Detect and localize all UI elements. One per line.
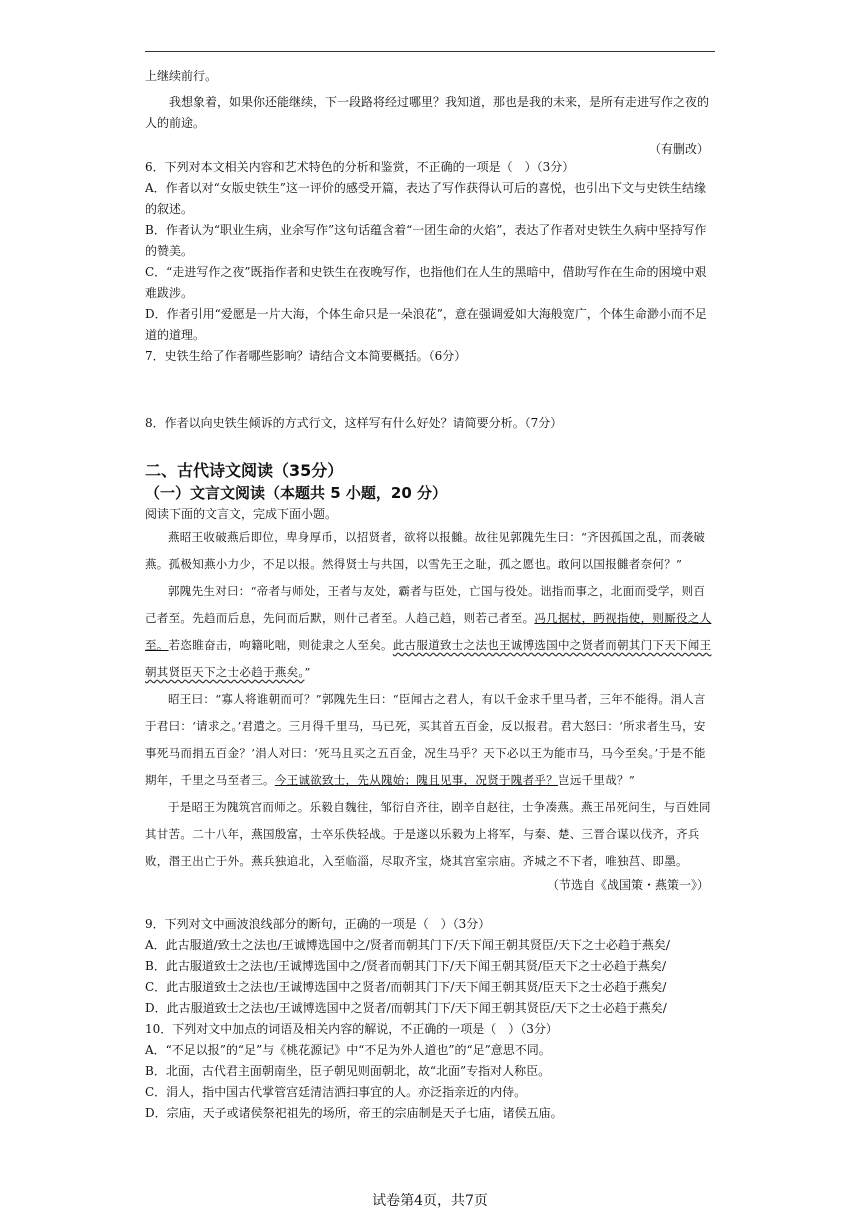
- q10-option-b: B．北面，古代君主面朝南坐，臣子朝见则面朝北，故“北面”专指对人称臣。: [145, 1064, 551, 1078]
- q9-option-b: B．此古服道致士之法也/王诚博选国中之/贤者而朝其门下/天下闻王朝其贤/臣天下之士必趋于燕矣/: [145, 959, 667, 973]
- p3-part-b: 岂远千里哉？”: [558, 773, 635, 787]
- p2-part-b: 若恣睢奋击，呴籍叱咄，则徒隶之人至矣。: [168, 638, 393, 652]
- prev-line: 上继续前行。: [145, 69, 218, 83]
- q10-stem: 10．下列对文中加点的词语及相关内容的解说，不正确的一项是（ ）（3分）: [145, 1022, 558, 1036]
- q6-option-a: A．作者以对“女版史铁生”这一评价的感受开篇，表达了写作获得认可后的喜悦，也引出下文与史铁生结缘的叙述。: [145, 181, 706, 216]
- p3-underlined: 今王诚欲致士，先从隗始；隗且见事，况贤于隗者乎？: [274, 773, 559, 787]
- p2-part-a: 郭隗先生对曰：“帝者与师处，王者与友处，霸者与臣处，亡国与役处。诎指而事之，北面而受学，则百己者至。先趋而后息，先问而后默，则什己者至。人趋己趋，则若己者至。: [145, 584, 706, 625]
- p2-end: ”: [304, 665, 311, 679]
- classical-p3: [145, 686, 715, 794]
- p2-underlined: 冯几据杖，眄视指使，则厮役之人至。: [145, 611, 712, 652]
- question-9: [145, 914, 715, 1124]
- page-footer: 试卷第4页，共7页: [372, 1193, 488, 1209]
- classical-p4: 于是昭王为隗筑宫而师之。乐毅自魏往，邹衍自齐往，剧辛自赵往，士争凑燕。燕王吊死问生，与百姓同其甘苦。二十八年，燕国殷富，士卒乐佚轻战。于是遂以乐毅为上将军，与秦、楚、三晋合谋以伐齐，齐兵败，湣王出亡于外。燕兵独追北，入至临淄，尽取齐宝，烧其宫室宗庙。齐城之不下者，唯独莒、即墨。: [145, 800, 711, 868]
- classical-text: [145, 524, 715, 896]
- classical-source: （节选自《战国策・燕策一》）: [546, 878, 709, 892]
- q10-option-a: A．“不足以报”的“足”与《桃花源记》中“不足为外人道也”的“足”意思不同。: [145, 1043, 551, 1057]
- q10-option-c: C．涓人，指中国古代掌管宫廷清洁洒扫事宜的人。亦泛指亲近的内侍。: [145, 1085, 527, 1099]
- q9-option-c: C．此古服道致士之法也/王诚博选国中之贤者/而朝其门下/天下闻王朝其贤/臣天下之士必趋于燕矣/: [145, 980, 667, 994]
- section-subtitle: （一）文言文阅读（本题共 5 小题，20 分）: [145, 484, 447, 502]
- revision-note: （有删改）: [648, 142, 709, 156]
- section-2-header: [145, 460, 715, 525]
- p2-wavy-underlined: 此古服道致士之法也王诚博选国中之贤者而朝其门下天下闻王朝其贤臣天下之士必趋于燕矣。: [145, 638, 712, 679]
- classical-p2: [145, 578, 715, 686]
- section-instruction: 阅读下面的文言文，完成下面小题。: [145, 507, 338, 521]
- previous-text: [145, 66, 715, 160]
- prev-paragraph: 我想象着，如果你还能继续，下一段路将经过哪里？我知道，那也是我的未来，是所有走进写作之夜的人的前途。: [145, 95, 710, 130]
- section-title: 二、古代诗文阅读（35分）: [145, 461, 344, 480]
- q7-stem: 7．史铁生给了作者哪些影响？请结合文本简要概括。（6分）: [145, 349, 467, 363]
- q9-option-d: D．此古服道致士之法也/王诚博选国中之贤者/而朝其门下/天下闻王朝其贤臣/天下之士必趋于燕矣/: [145, 1001, 667, 1015]
- q6-option-c: C．“走进写作之夜”既指作者和史铁生在夜晚写作，也指他们在人生的黑暗中，借助写作在生命的困境中艰难跋涉。: [145, 265, 707, 300]
- question-6: [145, 157, 715, 367]
- q6-option-b: B．作者认为“职业生病，业余写作”这句话蕴含着“一团生命的火焰”，表达了作者对史铁生久病中坚持写作的赞美。: [145, 223, 707, 258]
- q9-option-a: A．此古服道/致士之法也/王诚博选国中之/贤者而朝其门下/天下闻王朝其贤臣/天下之士必趋于燕矣/: [145, 938, 670, 952]
- q6-stem: 6．下列对本文相关内容和艺术特色的分析和鉴赏，不正确的一项是（ ）（3分）: [145, 160, 575, 174]
- q6-option-d: D．作者引用“爱愿是一片大海，个体生命只是一朵浪花”，意在强调爱如大海般宽广，个体生命渺小而不足道的道理。: [145, 307, 707, 342]
- p3-part-a: 昭王曰：“寡人将谁朝而可？”郭隗先生曰：“臣闻古之君人，有以千金求千里马者，三年不能得。涓人言于君曰：‘请求之。’君遣之。三月得千里马，马已死，买其首五百金，反以报君。君大怒曰：‘所求者生马，安事死马而捐五百金？’涓人对曰：‘死马且买之五百金，况生马乎？天下必以王为能市马，马今至矣。’于是不能期年，千里之马至者三。: [145, 692, 706, 787]
- question-8: [145, 413, 715, 434]
- q9-stem: 9．下列对文中画波浪线部分的断句，正确的一项是（ ）（3分）: [145, 917, 491, 931]
- q8-stem: 8．作者以向史铁生倾诉的方式行文，这样写有什么好处？请简要分析。（7分）: [145, 416, 563, 430]
- header-rule: [145, 51, 715, 52]
- q10-option-d: D．宗庙，天子或诸侯祭祀祖先的场所，帝王的宗庙制是天子七庙，诸侯五庙。: [145, 1106, 563, 1120]
- classical-p1: 燕昭王收破燕后即位，卑身厚币，以招贤者，欲将以报雠。故往见郭隗先生曰：“齐因孤国之乱，而袭破燕。孤极知燕小力少，不足以报。然得贤士与共国，以雪先王之耻，孤之愿也。敢问以国报雠者奈何？”: [145, 530, 706, 571]
